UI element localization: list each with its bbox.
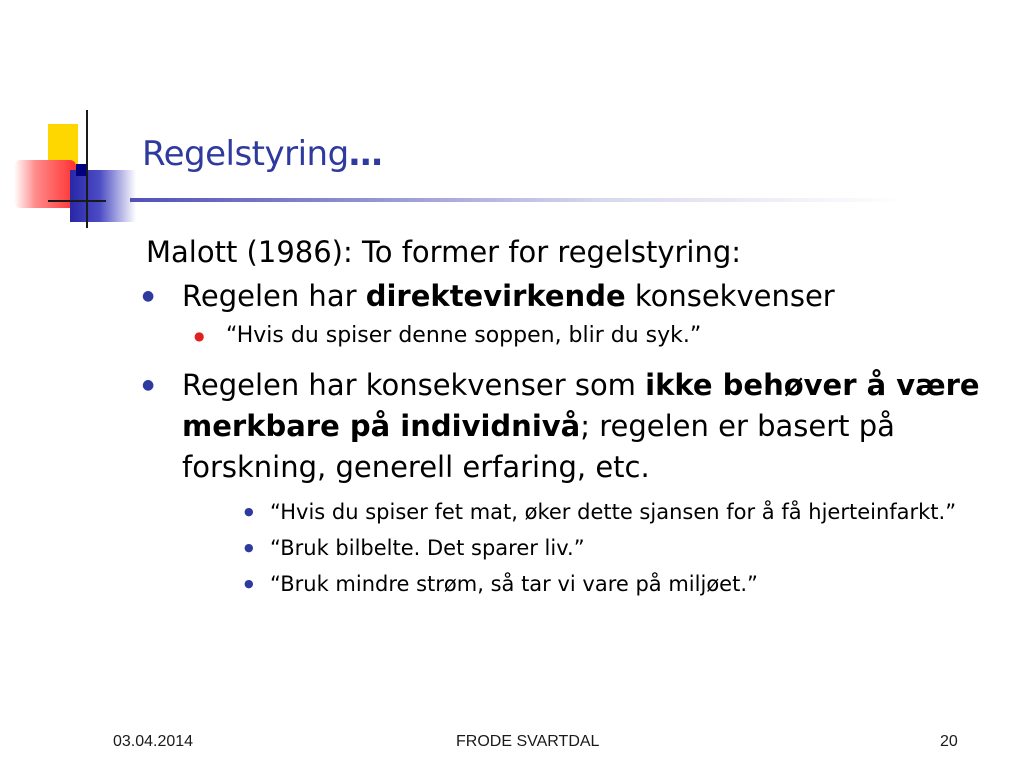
- bullet-dot-icon: ●: [244, 541, 254, 554]
- bullet-dot-icon: ●: [142, 288, 155, 304]
- footer-page-number: 20: [940, 733, 958, 750]
- sub-bullet-2-2: [146, 534, 996, 562]
- slide-body: [142, 232, 996, 606]
- point-1-post: konsekvenser: [625, 279, 835, 313]
- bullet-dot-icon: ●: [244, 577, 254, 590]
- lead-text: Malott (1986): To former for regelstyring:: [146, 235, 742, 269]
- bullet-dot-icon: ●: [142, 377, 155, 393]
- point-1-bold: direktevirkende: [365, 279, 626, 313]
- logo-vertical-line: [86, 110, 88, 228]
- slide-title: [142, 134, 382, 174]
- logo-blue-square: [70, 170, 136, 222]
- sub-bullet-text: “Bruk mindre strøm, så tar vi vare på miljøet.”: [270, 572, 758, 596]
- logo-yellow-square: [48, 124, 78, 164]
- bullet-point-1: [142, 276, 996, 317]
- bullet-dot-icon: ●: [194, 329, 205, 343]
- sub-bullet-text: “Bruk bilbelte. Det sparer liv.”: [270, 536, 585, 560]
- bullet-point-2: [142, 365, 996, 488]
- sub-bullet-1-1: [146, 321, 996, 351]
- footer-date: 03.04.2014: [113, 733, 194, 750]
- point-1-pre: Regelen har: [182, 279, 366, 313]
- sub-bullet-2-3: [146, 570, 996, 598]
- slide-title-text: Regelstyring: [142, 134, 349, 174]
- slide-title-ellipsis: …: [348, 134, 383, 174]
- bullet-dot-icon: ●: [244, 505, 254, 518]
- logo-horizontal-line: [48, 200, 106, 202]
- corner-squares-logo: [0, 0, 140, 240]
- point-2-post: ; regelen er basert på forskning, generell erfaring, etc.: [182, 409, 895, 484]
- point-2-pre: Regelen har konsekvenser som: [182, 368, 646, 402]
- sub-bullet-2-1: [146, 498, 996, 526]
- footer-author: FRODE SVARTDAL: [456, 733, 600, 750]
- sub-bullet-text: “Hvis du spiser fet mat, øker dette sjansen for å få hjerteinfarkt.”: [270, 500, 957, 524]
- point-2-bold: ikke behøver å være merkbare på individnivå: [182, 368, 980, 443]
- sub-bullet-text: “Hvis du spiser denne soppen, blir du syk.”: [226, 323, 702, 348]
- title-underline: [130, 198, 990, 202]
